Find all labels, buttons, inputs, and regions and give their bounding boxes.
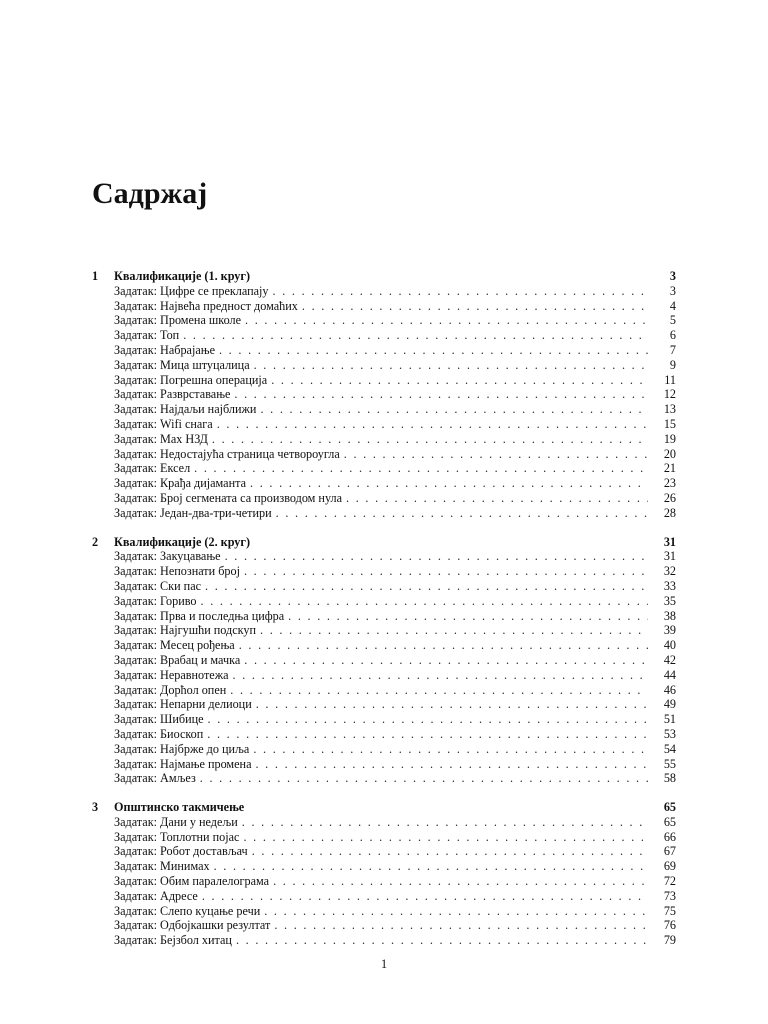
toc-entry-page-number: 13	[663, 402, 676, 417]
toc-entry[interactable]	[92, 579, 676, 594]
toc-entry-page-number: 39	[663, 623, 676, 638]
toc-entry-page-number: 46	[663, 682, 676, 697]
toc-entry[interactable]	[92, 609, 676, 624]
toc-entry[interactable]	[92, 417, 676, 432]
dot-leader	[344, 447, 648, 462]
toc-entry-page-number: 76	[663, 918, 676, 933]
toc-entry[interactable]	[92, 373, 676, 388]
toc-entry[interactable]	[92, 358, 676, 373]
dot-leader	[274, 918, 648, 933]
toc-entry-label: Задатак: Wifi снага	[114, 416, 213, 431]
toc-entry-label: Задатак: Један-два-три-четири	[114, 505, 272, 520]
toc-entry[interactable]	[92, 815, 676, 830]
toc-entry-page-number: 49	[663, 697, 676, 712]
dot-leader	[271, 373, 648, 388]
dot-leader	[302, 299, 648, 314]
dot-leader	[346, 491, 648, 506]
toc-entry-label: Задатак: Број сегмената са производом нула	[114, 490, 343, 505]
dot-leader	[230, 683, 648, 698]
dot-leader	[260, 623, 648, 638]
toc-entry-label: Задатак: Недостајућа страница четвороугла	[114, 446, 340, 461]
dot-leader	[253, 742, 648, 757]
toc-entry-label: Задатак: Најмање промена	[114, 756, 252, 771]
dot-leader	[264, 904, 648, 919]
toc-entry-page-number: 35	[663, 593, 676, 608]
toc-entry-page-number: 31	[663, 549, 676, 564]
table-of-contents	[92, 269, 676, 948]
dot-leader	[260, 402, 648, 417]
chapter-page-number: 31	[663, 534, 676, 549]
toc-entry-label: Задатак: Шибице	[114, 712, 204, 727]
toc-entry-label: Задатак: Адресе	[114, 888, 198, 903]
toc-entry-label: Задатак: Биоскоп	[114, 726, 204, 741]
toc-entry-page-number: 67	[663, 844, 676, 859]
toc-entry[interactable]	[92, 844, 676, 859]
toc-entry-label: Задатак: Закуцавање	[114, 549, 221, 564]
chapter-title: Општинско такмичење	[114, 800, 245, 815]
toc-entry-label: Задатак: Месец рођења	[114, 638, 235, 653]
toc-entry-label: Задатак: Неравнотежа	[114, 667, 229, 682]
toc-entry[interactable]	[92, 506, 676, 521]
toc-entry[interactable]	[92, 402, 676, 417]
toc-entry-label: Задатак: Амљез	[114, 771, 196, 786]
toc-entry-page-number: 66	[663, 829, 676, 844]
dot-leader	[244, 564, 648, 579]
dot-leader	[255, 757, 648, 772]
toc-entry-page-number: 21	[663, 461, 676, 476]
dot-leader	[234, 387, 648, 402]
dot-leader	[205, 579, 648, 594]
toc-entry[interactable]	[92, 284, 676, 299]
toc-entry-page-number: 42	[663, 652, 676, 667]
toc-entry-page-number: 23	[663, 476, 676, 491]
toc-chapter	[92, 269, 676, 521]
dot-leader	[288, 609, 648, 624]
toc-entry-label: Задатак: Крађа дијаманта	[114, 476, 246, 491]
toc-entry-page-number: 11	[664, 372, 676, 387]
toc-entry-page-number: 19	[663, 431, 676, 446]
toc-entry[interactable]	[92, 461, 676, 476]
toc-entry[interactable]	[92, 904, 676, 919]
toc-entry[interactable]	[92, 771, 676, 786]
toc-entry-page-number: 54	[663, 741, 676, 756]
dot-leader	[273, 874, 648, 889]
toc-entry[interactable]	[92, 447, 676, 462]
toc-entry-page-number: 20	[663, 446, 676, 461]
toc-chapter-heading[interactable]	[92, 535, 676, 550]
toc-entry-label: Задатак: Непознати број	[114, 564, 240, 579]
toc-entry-page-number: 51	[663, 712, 676, 727]
toc-entry[interactable]	[92, 742, 676, 757]
toc-entry-label: Задатак: Најдаљи најближи	[114, 402, 257, 417]
toc-entry-page-number: 73	[663, 888, 676, 903]
toc-entry-label: Задатак: Цифре се преклапају	[114, 283, 269, 298]
toc-entry-page-number: 3	[669, 283, 676, 298]
toc-entry[interactable]	[92, 387, 676, 402]
toc-entry[interactable]	[92, 476, 676, 491]
toc-chapter-heading[interactable]	[92, 800, 676, 815]
toc-entry[interactable]	[92, 343, 676, 358]
dot-leader	[256, 697, 648, 712]
dot-leader	[244, 653, 648, 668]
toc-entry-page-number: 15	[663, 416, 676, 431]
toc-entry-page-number: 28	[663, 505, 676, 520]
toc-entry-label: Задатак: Робот достављач	[114, 844, 248, 859]
toc-entry-page-number: 58	[663, 771, 676, 786]
toc-entry-label: Задатак: Најбрже до циља	[114, 741, 250, 756]
toc-chapter	[92, 800, 676, 948]
toc-entry-label: Задатак: Мица штуцалица	[114, 357, 250, 372]
toc-entry-label: Задатак: Највећа предност домаћих	[114, 298, 298, 313]
toc-entry[interactable]	[92, 889, 676, 904]
toc-entry-label: Задатак: Погрешна операција	[114, 372, 268, 387]
toc-chapter-heading[interactable]	[92, 269, 676, 284]
dot-leader	[254, 358, 648, 373]
dot-leader	[233, 668, 648, 683]
toc-entry-label: Задатак: Минимах	[114, 859, 210, 874]
toc-entry-label: Задатак: Ски пас	[114, 578, 202, 593]
toc-entry-label: Задатак: Промена школе	[114, 313, 242, 328]
toc-entry-page-number: 53	[663, 726, 676, 741]
chapter-title: Квалификације (2. круг)	[114, 534, 250, 549]
toc-entry-page-number: 65	[663, 814, 676, 829]
toc-entry-page-number: 75	[663, 903, 676, 918]
toc-entry[interactable]	[92, 683, 676, 698]
toc-entry-page-number: 55	[663, 756, 676, 771]
toc-entry-page-number: 4	[669, 298, 676, 313]
dot-leader	[252, 844, 648, 859]
toc-entry-label: Задатак: Непарни делиоци	[114, 697, 252, 712]
toc-entry[interactable]	[92, 549, 676, 564]
dot-leader	[208, 712, 648, 727]
toc-entry[interactable]	[92, 668, 676, 683]
dot-leader	[236, 933, 648, 948]
toc-entry-page-number: 5	[669, 313, 676, 328]
dot-leader	[239, 638, 648, 653]
toc-entry-label: Задатак: Топ	[114, 328, 180, 343]
toc-entry-label: Задатак: Најгушћи подскуп	[114, 623, 257, 638]
toc-entry-label: Задатак: Набрајање	[114, 342, 215, 357]
dot-leader	[183, 328, 648, 343]
dot-leader	[250, 476, 648, 491]
toc-entry-label: Задатак: Одбојкашки резултат	[114, 918, 271, 933]
toc-chapter	[92, 535, 676, 787]
toc-entry-page-number: 40	[663, 638, 676, 653]
toc-entry-page-number: 6	[669, 328, 676, 343]
dot-leader	[225, 549, 648, 564]
toc-entry-label: Задатак: Обим паралелограма	[114, 874, 270, 889]
dot-leader	[194, 461, 648, 476]
dot-leader	[212, 432, 648, 447]
toc-entry[interactable]	[92, 712, 676, 727]
toc-entry-label: Задатак: Гориво	[114, 593, 197, 608]
dot-leader	[245, 313, 648, 328]
toc-entry[interactable]	[92, 299, 676, 314]
toc-entry[interactable]	[92, 874, 676, 889]
toc-entry[interactable]	[92, 859, 676, 874]
toc-entry-label: Задатак: Дани у недељи	[114, 814, 238, 829]
toc-entry-page-number: 72	[663, 874, 676, 889]
chapter-page-number: 65	[663, 800, 676, 815]
dot-leader	[217, 417, 648, 432]
toc-entry-label: Задатак: Бејзбол хитац	[114, 933, 232, 948]
toc-entry-label: Задатак: Врабац и мачка	[114, 652, 241, 667]
toc-entry[interactable]	[92, 564, 676, 579]
dot-leader	[219, 343, 648, 358]
chapter-number: 3	[92, 800, 99, 815]
toc-entry-page-number: 44	[663, 667, 676, 682]
toc-entry-label: Задатак: Мах НЗД	[114, 431, 208, 446]
toc-entry-label: Задатак: Ексел	[114, 461, 191, 476]
toc-entry[interactable]	[92, 638, 676, 653]
toc-entry[interactable]	[92, 697, 676, 712]
toc-entry[interactable]	[92, 594, 676, 609]
chapter-number: 2	[92, 534, 99, 549]
chapter-number: 1	[92, 269, 99, 283]
toc-entry-page-number: 33	[663, 578, 676, 593]
dot-leader	[242, 815, 648, 830]
toc-entry[interactable]	[92, 432, 676, 447]
toc-entry-label: Задатак: Топлотни појас	[114, 829, 240, 844]
toc-entry-page-number: 32	[663, 564, 676, 579]
toc-entry[interactable]	[92, 933, 676, 948]
toc-entry-label: Задатак: Слепо куцање речи	[114, 903, 261, 918]
toc-entry-page-number: 9	[669, 357, 676, 372]
toc-entry-page-number: 7	[669, 342, 676, 357]
toc-entry-page-number: 79	[663, 933, 676, 948]
toc-entry[interactable]	[92, 727, 676, 742]
toc-entry[interactable]	[92, 757, 676, 772]
dot-leader	[207, 727, 648, 742]
dot-leader	[201, 594, 649, 609]
dot-leader	[273, 284, 648, 299]
toc-entry[interactable]	[92, 830, 676, 845]
dot-leader	[243, 830, 648, 845]
toc-entry-label: Задатак: Дорћол опен	[114, 682, 227, 697]
page-title: Садржај	[92, 177, 208, 210]
toc-entry-label: Задатак: Прва и последња цифра	[114, 608, 285, 623]
toc-entry-page-number: 12	[663, 387, 676, 402]
toc-entry[interactable]	[92, 623, 676, 638]
toc-entry[interactable]	[92, 653, 676, 668]
chapter-title: Квалификације (1. круг)	[114, 269, 250, 283]
toc-entry-label: Задатак: Разврставање	[114, 387, 231, 402]
dot-leader	[200, 771, 648, 786]
dot-leader	[214, 859, 648, 874]
dot-leader	[202, 889, 648, 904]
chapter-page-number: 3	[669, 269, 676, 283]
page-number: 1	[380, 957, 388, 971]
toc-entry-page-number: 38	[663, 608, 676, 623]
toc-entry-page-number: 26	[663, 490, 676, 505]
toc-entry-page-number: 69	[663, 859, 676, 874]
toc-entry[interactable]	[92, 918, 676, 933]
dot-leader	[276, 506, 648, 521]
toc-entry[interactable]	[92, 491, 676, 506]
toc-entry[interactable]	[92, 313, 676, 328]
toc-entry[interactable]	[92, 328, 676, 343]
